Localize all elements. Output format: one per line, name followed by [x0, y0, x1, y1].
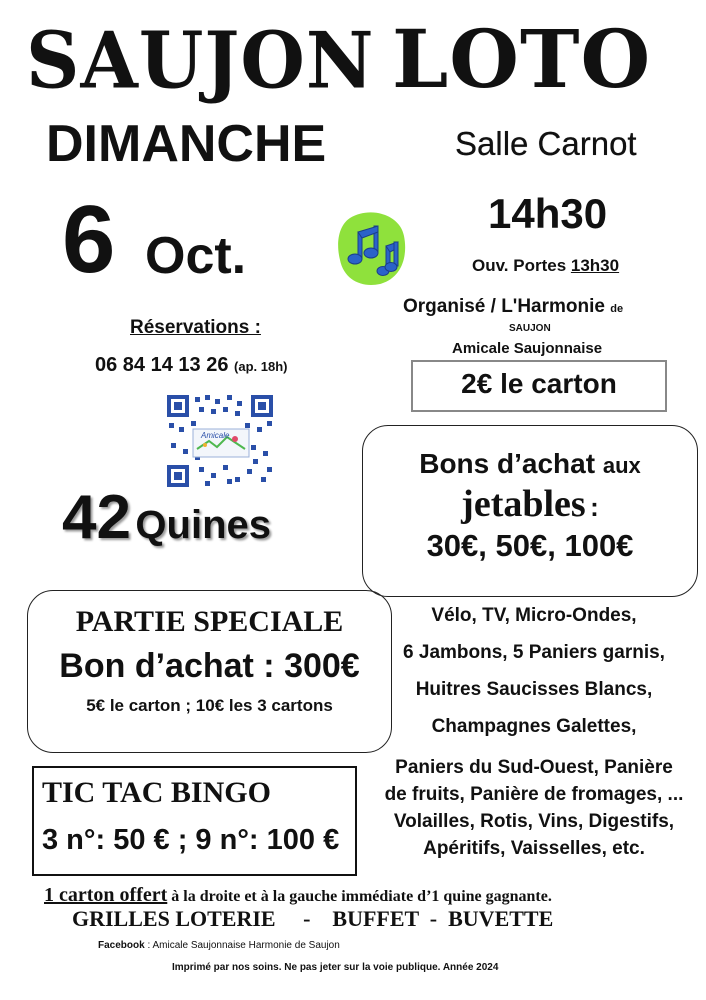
vouchers-amounts: 30€, 50€, 100€: [426, 528, 634, 563]
special-box: [27, 590, 392, 753]
qr-code[interactable]: [165, 393, 275, 489]
reservation-phone-line: [95, 354, 288, 377]
vouchers-colon: :: [590, 492, 599, 522]
organizer-line: [403, 296, 623, 318]
price-carton: 2€ le carton: [461, 368, 617, 399]
month: Oct.: [145, 227, 247, 285]
quines: [62, 482, 271, 553]
event-title: LOTO: [392, 12, 652, 106]
offer-bold: 1 carton offert: [44, 884, 168, 906]
offer-rest: à la droite et à la gauche immédiate d’1 quine gagnante.: [171, 888, 552, 905]
quines-label: Quines: [135, 503, 272, 547]
vouchers-label: Bons d’achat: [419, 448, 596, 479]
music-notes-icon: [336, 208, 410, 288]
doors-time: 13h30: [570, 256, 620, 275]
day-name: DIMANCHE: [46, 115, 327, 173]
prize-item: 6 Jambons, 5 Paniers garnis,: [403, 642, 665, 663]
reservation-phone: 06 84 14 13 26: [95, 354, 229, 376]
vouchers-line1: [363, 448, 697, 480]
qr-caption: Amicale: [201, 431, 230, 440]
special-prize: Bon d’achat : 300€: [59, 647, 360, 685]
price-box: [411, 360, 667, 412]
vouchers-box: [362, 425, 698, 597]
offer-line: [44, 884, 552, 907]
prize-item: Vélo, TV, Micro-Ondes,: [431, 605, 637, 626]
prize-item: Volailles, Rotis, Vins, Digestifs,: [393, 811, 675, 832]
facebook-label[interactable]: Facebook: [98, 940, 145, 951]
prize-item: Apéritifs, Vaisselles, etc.: [423, 838, 645, 859]
vouchers-jetables: jetables: [461, 483, 586, 525]
bingo-prizes: 3 n°: 50 € ; 9 n°: 100 €: [42, 824, 340, 856]
hall-name: Salle Carnot: [455, 125, 637, 162]
prize-item: Huitres Saucisses Blancs,: [415, 679, 653, 700]
facebook-line: [98, 940, 340, 951]
quines-count: 42: [62, 483, 131, 552]
prize-item: Champagnes Galettes,: [431, 716, 637, 737]
special-price: 5€ le carton ; 10€ les 3 cartons: [86, 696, 333, 715]
reservation-phone-note: (ap. 18h): [234, 359, 288, 374]
organizer-assoc: Amicale Saujonnaise: [452, 340, 603, 357]
doors-label: Ouv. Portes: [472, 256, 567, 275]
facebook-text: : Amicale Saujonnaise Harmonie de Saujon: [147, 940, 340, 951]
vouchers-aux: aux: [602, 453, 641, 478]
day-number: 6: [62, 186, 116, 293]
services-line: GRILLES LOTERIE - BUFFET - BUVETTE: [72, 906, 554, 931]
vouchers-line2: [363, 482, 697, 526]
prize-item: Paniers du Sud-Ouest, Panière: [395, 757, 673, 778]
doors-line: [472, 256, 619, 276]
prize-item: de fruits, Panière de fromages, ...: [384, 784, 684, 805]
organizer-city: SAUJON: [509, 323, 551, 334]
city-title: SAUJON: [26, 15, 375, 107]
organizer-de: de: [610, 303, 624, 315]
prize-list: [366, 603, 702, 863]
reservation-label: Réservations :: [130, 317, 261, 338]
bingo-box: [32, 766, 357, 876]
special-title: PARTIE SPECIALE: [75, 605, 344, 638]
printed-notice: Imprimé par nos soins. Ne pas jeter sur la voie publique. Année 2024: [172, 962, 499, 973]
start-time: 14h30: [488, 190, 608, 237]
bingo-title: TIC TAC BINGO: [42, 776, 271, 809]
organizer-prefix: Organisé / L'Harmonie: [403, 296, 605, 317]
